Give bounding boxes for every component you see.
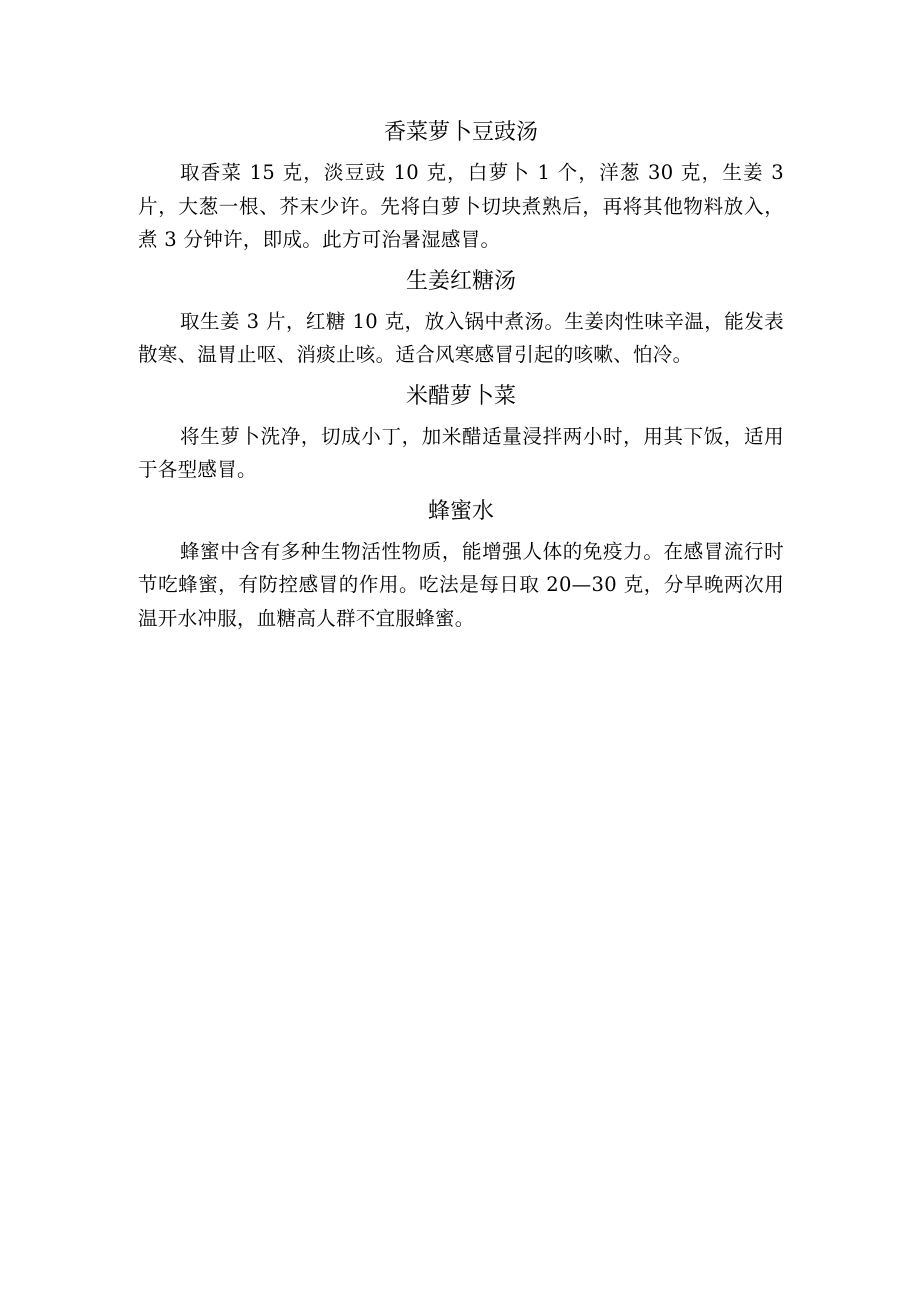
section-body: 蜂蜜中含有多种生物活性物质，能增强人体的免疫力。在感冒流行时节吃蜂蜜，有防控感冒的作用。吃法是每日取 20—30 克，分早晚两次用温开水冲服，血糖高人群不宜服蜂蜜。	[138, 539, 784, 630]
section-title: 米醋萝卜菜	[405, 383, 516, 409]
section-body: 取生姜 3 片，红糖 10 克，放入锅中煮汤。生姜肉性味辛温，能发表散寒、温胃止呕、消痰止咳。适合风寒感冒引起的咳嗽、怕冷。	[138, 309, 784, 366]
section-body: 取香菜 15 克，淡豆豉 10 克，白萝卜 1 个，洋葱 30 克，生姜 3 片，大葱一根、芥末少许。先将白萝卜切块煮熟后，再将其他物料放入，煮 3 分钟许，即成。此方可治暑湿感冒。	[138, 161, 784, 251]
recipe-section-ginger-brown-sugar-soup	[138, 267, 784, 372]
section-title: 生姜红糖汤	[405, 268, 516, 294]
section-title: 香菜萝卜豆豉汤	[383, 120, 538, 145]
section-body: 将生萝卜洗净，切成小丁，加米醋适量浸拌两小时，用其下饭，适用于各型感冒。	[138, 424, 784, 481]
recipe-section-vinegar-radish	[138, 382, 784, 487]
recipe-section-honey-water	[138, 497, 784, 636]
section-title: 蜂蜜水	[427, 498, 494, 524]
recipe-section-cilantro-radish-soup	[138, 118, 784, 257]
document-page	[138, 118, 784, 645]
